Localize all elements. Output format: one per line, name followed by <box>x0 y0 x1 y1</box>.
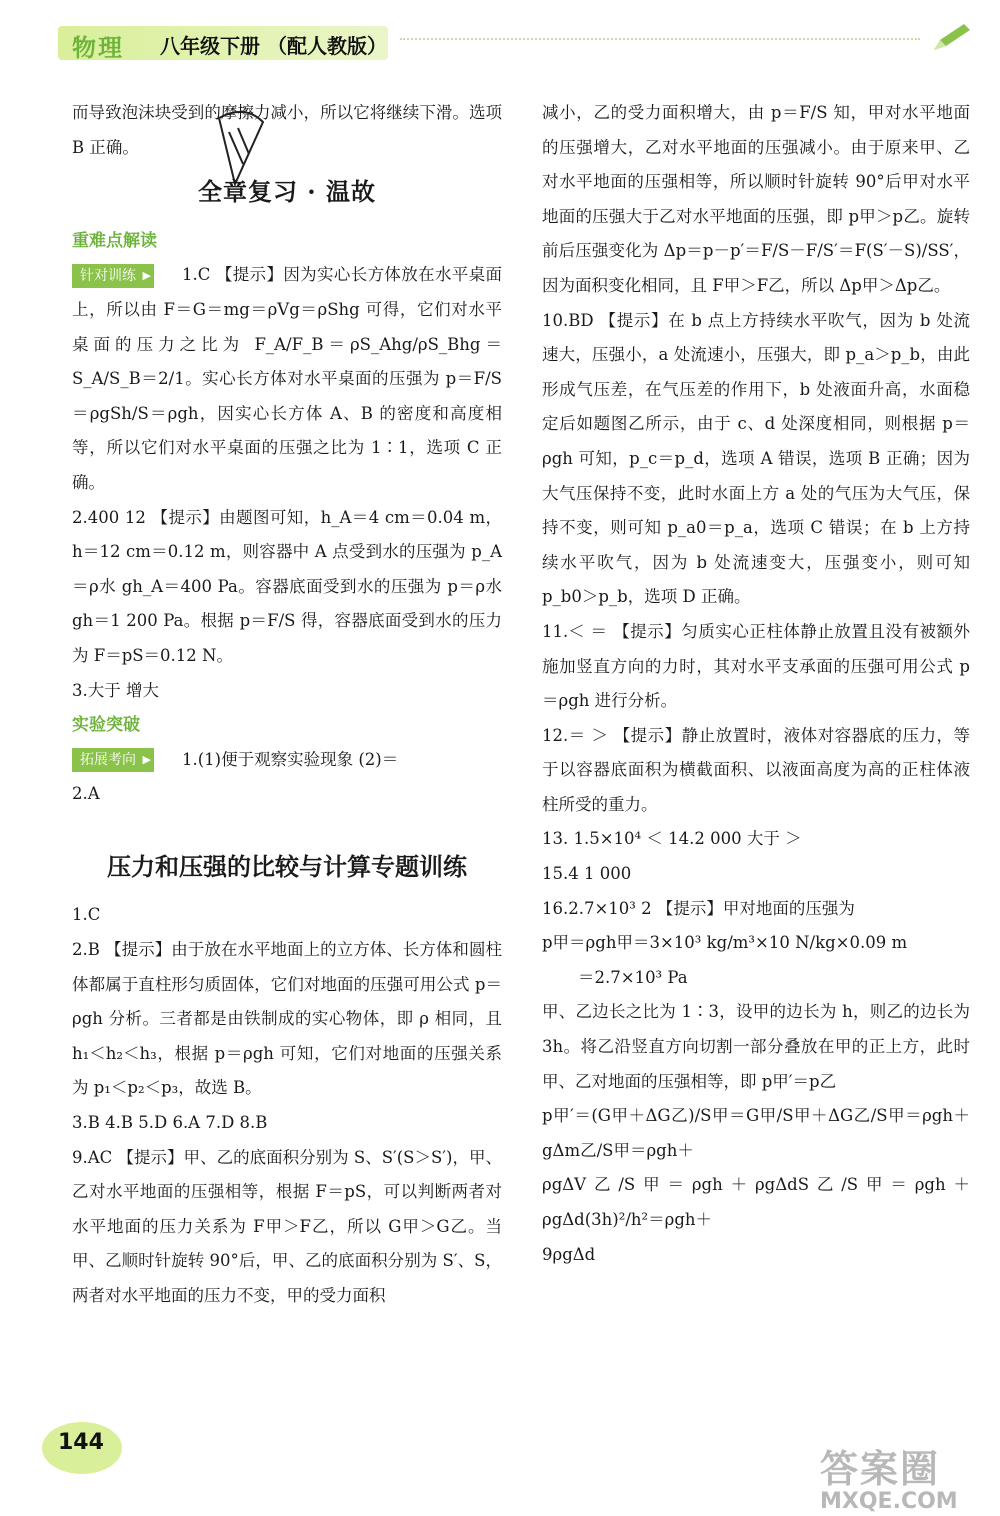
tag-extension: 拓展考向 ▶ <box>72 748 154 772</box>
subject-label: 物理 <box>72 34 124 62</box>
left-column <box>72 96 502 1314</box>
question-10: 10.BD 【提示】在 b 点上方持续水平吹气，因为 b 处流速大，压强小，a 处流速小，压强大，即 p_a＞p_b，由此形成气压差，在气压差的作用下，b 处液面升高，水面稳定后如题图乙所示，由于 c、d 处深度相同，则根据 p＝ρgh 可知，p_c＝p_d，选项 A 错误，选项 B 正确；因为大气压保持不变，此时水面上方 a 处的气压为大气压，保持不变，则可知 p_a0＝p_a，选项 C 错误；在 b 上方持续水平吹气，因为 b 处流速变大，压强变小，则可知 p_b0＞p_b，选项 D 正确。 <box>542 310 970 607</box>
training-3-8: 3.B 4.B 5.D 6.A 7.D 8.B <box>72 1113 268 1133</box>
formula-2: ＝2.7×10³ Pa <box>578 967 688 987</box>
question-1-text: 1.C 【提示】因为实心长方体放在水平桌面上，所以由 F＝G＝mg＝ρVg＝ρShg 可得，它们对水平桌面的压力之比为 F_A/F_B＝ρS_Ahg/ρS_Bhg＝S_A/S_B＝2/1。实心长方体对水平桌面的压强为 p＝F/S＝ρgSh/S＝ρgh，因实心长方体 A、B 的密度和高度相等，所以它们对水平桌面的压强之比为 1∶1，选项 C 正确。 <box>72 265 502 492</box>
page-number: 144 <box>58 1430 104 1455</box>
formula-1: p甲＝ρgh甲＝3×10³ kg/m³×10 N/kg×0.09 m <box>542 933 908 953</box>
training-9-cont: 减小，乙的受力面积增大，由 p＝F/S 知，甲对水平地面的压强增大，乙对水平地面的压强减小。由于原来甲、乙对水平地面的压强相等，所以顺时针旋转 90°后甲对水平地面的压强大于乙对水平地面的压强，即 p甲＞p乙。旋转前后压强变化为 Δp＝p－p′＝F/S－F/S′＝F(S′－S)/SS′，因为面积变化相同，且 F甲＞F乙，所以 Δp甲＞Δp乙。 <box>542 103 970 295</box>
question-16-text: 甲、乙边长之比为 1∶3，设甲的边长为 h，则乙的边长为 3h。将乙沿竖直方向切割一部分叠放在甲的正上方，此时甲、乙对地面的压强相等，即 p甲′＝p乙 <box>542 1002 970 1091</box>
pencil-icon <box>930 20 972 54</box>
question-16: 16.2.7×10³ 2 【提示】甲对地面的压强为 <box>542 898 855 918</box>
question-11: 11.＜ ＝ 【提示】匀质实心正柱体静止放置且没有被额外施加竖直方向的力时，其对水平支承面的压强可用公式 p＝ρgh 进行分析。 <box>542 621 970 711</box>
section-title-2: 压力和压强的比较与计算专题训练 <box>107 851 467 881</box>
tag-practice: 针对训练 ▶ <box>72 264 154 288</box>
watermark <box>820 1438 958 1514</box>
header-divider <box>400 38 920 48</box>
formula-4: ρgΔV乙/S甲＝ρgh＋ρgΔdS乙/S甲＝ρgh＋ρgΔd(3h)²/h²＝ρgh＋ <box>542 1175 970 1229</box>
question-2: 2.400 12 【提示】由题图可知，h_A＝4 cm＝0.04 m，h＝12 cm＝0.12 m，则容器中 A 点受到水的压强为 p_A＝ρ水 gh_A＝400 Pa。容器底面受到水的压强为 p＝ρ水 gh＝1 200 Pa。根据 p＝F/S 得，容器底面受到水的压力为 F＝pS＝0.12 N。 <box>72 507 502 665</box>
page-header <box>0 0 1000 70</box>
intro-text: 而导致泡沫块受到的摩擦力减小，所以它将继续下滑。选项 B 正确。 <box>72 103 502 157</box>
question-15: 15.4 1 000 <box>542 864 632 884</box>
right-column <box>542 96 970 1272</box>
watermark-title: 答案圈 <box>820 1447 941 1491</box>
question-1 <box>72 258 502 500</box>
question-13-14: 13. 1.5×10⁴ ＜ 14.2 000 大于 ＞ <box>542 829 802 849</box>
experiment-1 <box>72 743 502 778</box>
heading-experiment: 实验突破 <box>72 715 140 736</box>
grade-label: 八年级下册 （配人教版） <box>160 34 387 58</box>
experiment-2: 2.A <box>72 784 100 804</box>
training-1: 1.C <box>72 905 101 925</box>
question-3: 3.大于 增大 <box>72 680 159 700</box>
training-9: 9.AC 【提示】甲、乙的底面积分别为 S、S′(S＞S′)，甲、乙对水平地面的压强相等，根据 F＝pS，可以判断两者对水平地面的压力关系为 F甲＞F乙，所以 G甲＞G乙。当甲、乙顺时针旋转 90°后，甲、乙的底面积分别为 S′、S，两者对水平地面的压力不变，甲的受力面积 <box>72 1147 502 1305</box>
page-number-badge <box>38 1418 128 1478</box>
formula-3: p甲′＝(G甲＋ΔG乙)/S甲＝G甲/S甲＋ΔG乙/S甲＝ρgh＋gΔm乙/S甲＝ρgh＋ <box>542 1106 970 1160</box>
question-12: 12.＝ ＞ 【提示】静止放置时，液体对容器底的压力，等于以容器底面积为横截面积、以液面高度为高的正柱体液柱所受的重力。 <box>542 725 970 814</box>
section-title: 全章复习 · 温故 <box>197 177 377 207</box>
watermark-url: MXQE.COM <box>820 1489 958 1514</box>
training-2: 2.B 【提示】由于放在水平地面上的立方体、长方体和圆柱体都属于直柱形匀质固体，它们对地面的压强可用公式 p＝ρgh 分析。三者都是由铁制成的实心物体，即 ρ 相同，且h₁＜h₂＜h₃，根据 p＝ρgh 可知，它们对地面的压强关系为 p₁＜p₂＜p₃，故选 B。 <box>72 940 502 1098</box>
experiment-1-text: 1.(1)便于观察实验现象 (2)＝ <box>182 749 399 769</box>
formula-5: 9ρgΔd <box>542 1244 596 1264</box>
heading-key-points: 重难点解读 <box>72 230 157 251</box>
